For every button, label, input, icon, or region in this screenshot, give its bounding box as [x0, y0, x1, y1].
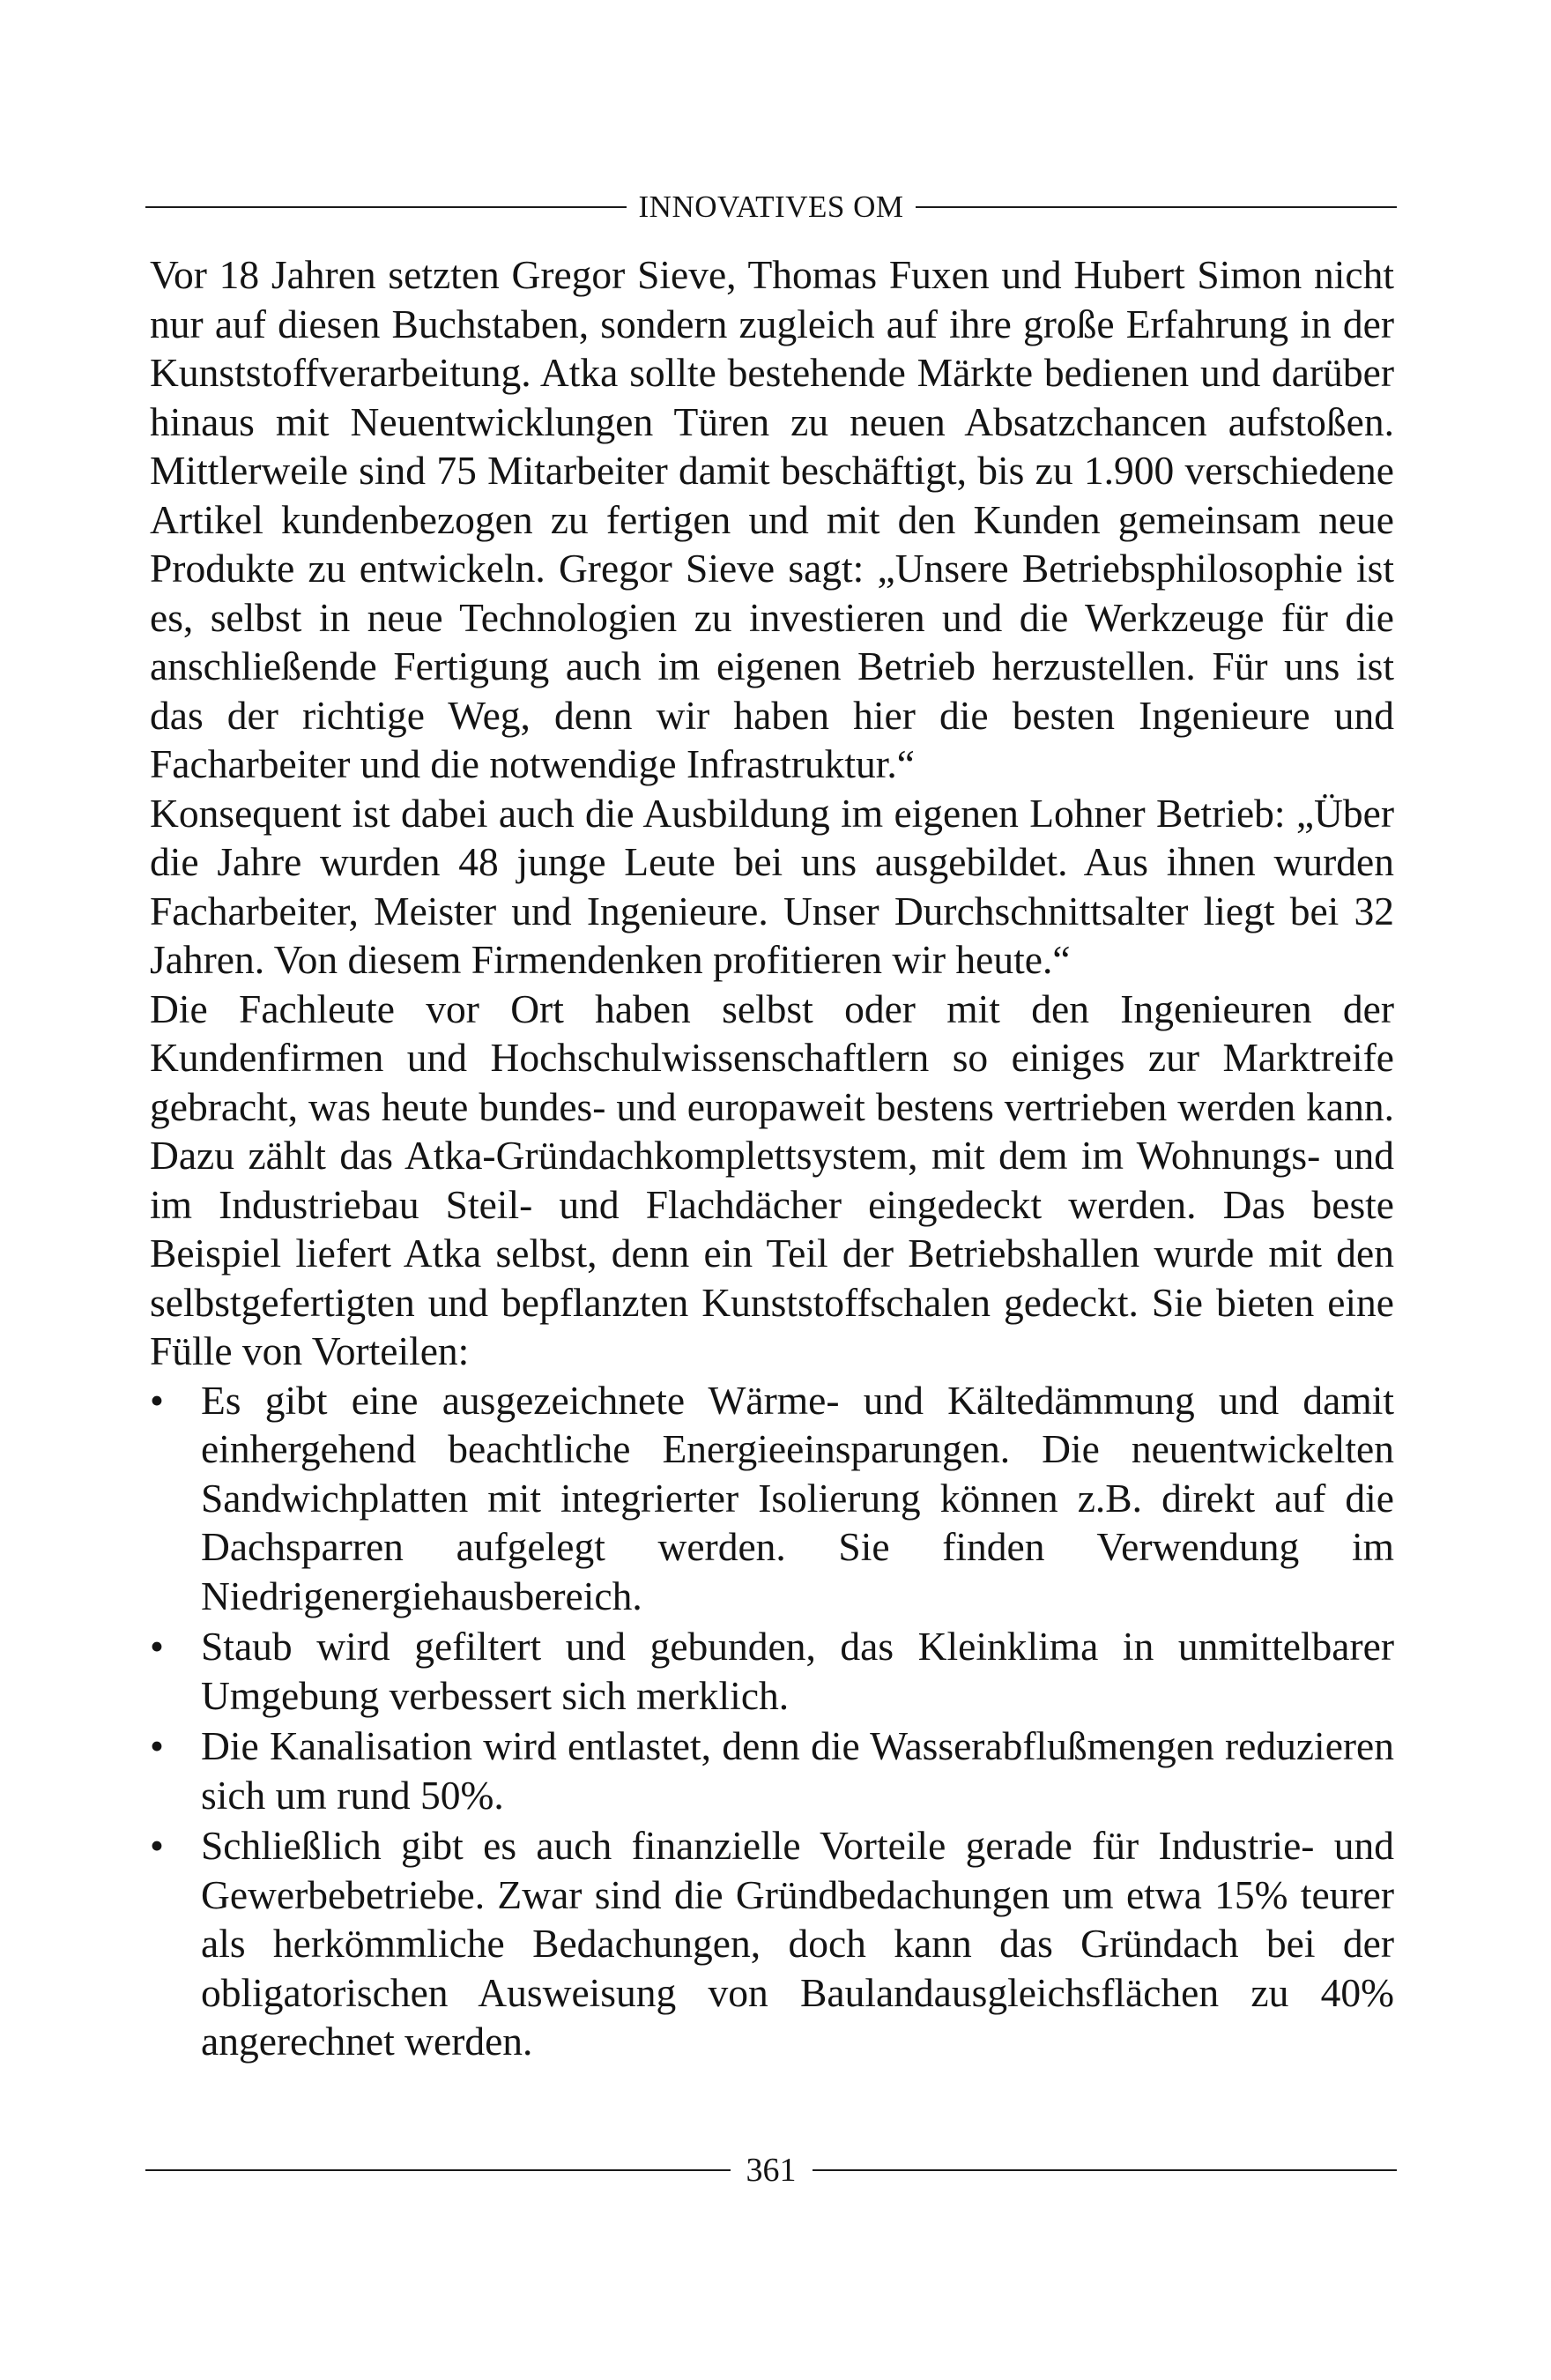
running-footer — [145, 2153, 1397, 2188]
list-item — [150, 1376, 1394, 1621]
bullet-icon: • — [150, 1624, 164, 1669]
list-item-text: Die Kanalisation wird entlastet, denn die Wasserabflußmengen reduzieren sich um rund 50%. — [201, 1723, 1394, 1818]
page-number: 361 — [746, 2152, 797, 2189]
list-item-text: Staub wird gefiltert und gebunden, das Kleinklima in unmittelbarer Umgebung verbessert sich merklich. — [201, 1624, 1394, 1718]
list-item-text: Es gibt eine ausgezeichnete Wärme- und Kältedämmung und damit einhergehend beachtliche Energieeinsparungen. Die neuentwickelten Sandwichplatten mit integrierter Isolierung können z.B. direkt auf die Dachsparren aufgelegt werden. Sie finden Verwendung im Niedrigenergiehausbereich. — [201, 1377, 1394, 1618]
bullet-icon: • — [150, 1723, 164, 1768]
footer-rule-left — [145, 2169, 731, 2171]
bullet-icon: • — [150, 1823, 164, 1868]
advantages-list — [150, 1376, 1394, 2066]
bullet-icon: • — [150, 1377, 164, 1423]
list-item — [150, 1821, 1394, 2066]
header-rule-right — [916, 206, 1397, 208]
paragraph-intro: Vor 18 Jahren setzten Gregor Sieve, Thomas Fuxen und Hubert Simon nicht nur auf diesen Buchstaben, sondern zugleich auf ihre große Erfahrung in der Kunststoffverarbeitung. Atka sollte bestehende Märkte bedienen und darüber hinaus mit Neuentwicklungen Türen zu neuen Absatzchancen aufstoßen. Mittlerweile sind 75 Mitarbeiter damit beschäftigt, bis zu 1.900 verschiedene Artikel kundenbezogen zu fertigen und mit den Kunden gemeinsam neue Produkte zu entwickeln. Gregor Sieve sagt: „Unsere Betriebsphilosophie ist es, selbst in neue Technologien zu investieren und die Werkzeuge für die anschließende Fertigung auch im eigenen Betrieb herzustellen. Für uns ist das der richtige Weg, denn wir haben hier die besten Ingenieure und Facharbeiter und die notwendige Infrastruktur.“ — [150, 252, 1394, 786]
header-title: INNOVATIVES OM — [638, 190, 904, 224]
list-item — [150, 1622, 1394, 1720]
paragraph-green-roof: Die Fachleute vor Ort haben selbst oder mit den Ingenieuren der Kundenfirmen und Hochschulwissenschaftlern so einiges zur Marktreife gebracht, was heute bundes- und europaweit bestens vertrieben werden kann. Dazu zählt das Atka-Gründachkomplettsystem, mit dem im Wohnungs- und im Industriebau Steil- und Flachdächer eingedeckt werden. Das beste Beispiel liefert Atka selbst, denn ein Teil der Betriebshallen wurde mit den selbstgefertigten und bepflanzten Kunststoffschalen gedeckt. Sie bieten eine Fülle von Vorteilen: — [150, 985, 1394, 1373]
list-item — [150, 1722, 1394, 1819]
running-header — [145, 190, 1397, 225]
footer-rule-right — [813, 2169, 1398, 2171]
body-text — [150, 250, 1394, 2068]
header-rule-left — [145, 206, 627, 208]
paragraph-training: Konsequent ist dabei auch die Ausbildung im eigenen Lohner Betrieb: „Über die Jahre wurden 48 junge Leute bei uns ausgebildet. Aus ihnen wurden Facharbeiter, Meister und Ingenieure. Unser Durchschnittsalter liegt bei 32 Jahren. Von diesem Firmendenken profitieren wir heute.“ — [150, 790, 1394, 982]
list-item-text: Schließlich gibt es auch finanzielle Vorteile gerade für Industrie- und Gewerbebetriebe. Zwar sind die Gründbedachungen um etwa 15% teurer als herkömmliche Bedachungen, doch kann das Gründach bei der obligatorischen Ausweisung von Baulandausgleichsflächen zu 40% angerechnet werden. — [201, 1823, 1394, 2064]
